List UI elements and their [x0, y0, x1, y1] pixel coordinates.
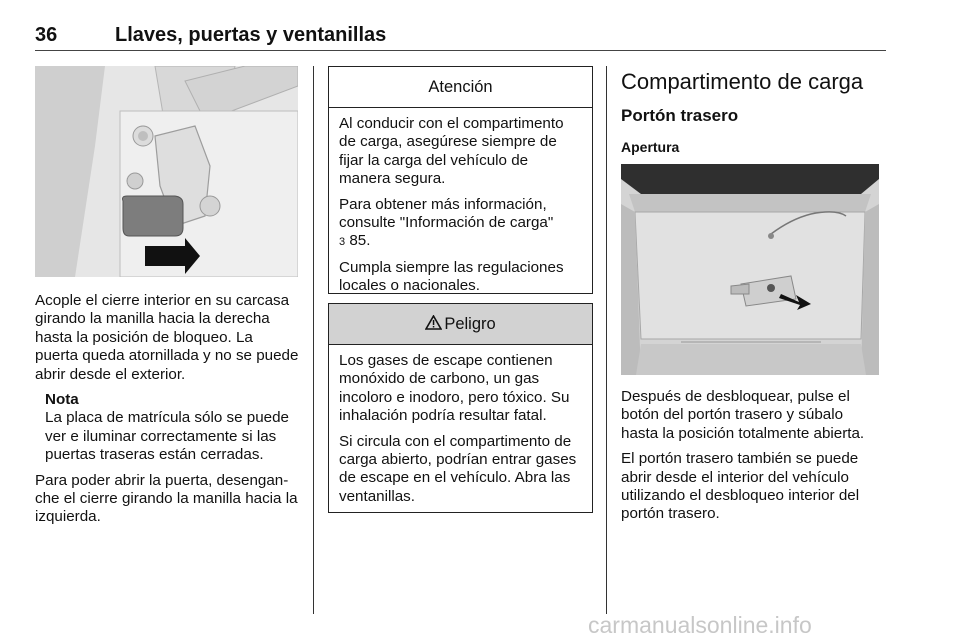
- danger-box: [328, 303, 593, 513]
- attention-box: [328, 66, 593, 294]
- page-header: [35, 24, 885, 50]
- note: [45, 391, 300, 465]
- door-latch-illustration: [35, 66, 298, 277]
- column-3: [621, 66, 883, 155]
- note-label: Nota: [45, 391, 79, 409]
- attention-title: Atención: [329, 67, 592, 108]
- note-text: La placa de matrícula sólo se puede ver e iluminar correctamente si las puertas traseras están cerradas.: [45, 409, 290, 464]
- attention-paragraph-3: Cumpla siempre las regulaciones locales o nacionales.: [339, 258, 564, 295]
- tailgate-illustration: [621, 164, 879, 375]
- subsubsection-title: Apertura: [621, 139, 680, 155]
- danger-paragraph-1: Los gases de escape contienen monóxido de carbono, un gas incoloro e inodoro, pero tóxico. Su inhalación podría resultar fatal.: [339, 352, 570, 425]
- body-paragraph-4: El portón trasero también se puede abrir desde el interior del vehículo utilizando el desbloqueo interior del portón trasero.: [621, 450, 860, 523]
- column-divider-left: [313, 66, 314, 614]
- body-paragraph: Acople el cierre interior en su carcasa girando la manilla hacia la derecha hasta la posición de bloqueo. La puerta queda atornillada y no se puede abrir desde el exterior.: [35, 292, 299, 383]
- column-1-text: [35, 292, 300, 527]
- column-3-text: [621, 388, 883, 524]
- danger-header: [329, 304, 592, 345]
- warning-triangle-icon: [425, 305, 442, 345]
- page-number: 36: [35, 24, 58, 46]
- attention-paragraph-2: Para obtener más información, consulte "Información de carga" 3 85.: [339, 195, 554, 250]
- body-paragraph-2: Para poder abrir la puerta, desengan-che el cierre girando la manilla hacia la izquierda.: [35, 471, 298, 526]
- body-paragraph-3: Después de desbloquear, pulse el botón del portón trasero y súbalo hasta la posición totalmente abierta.: [621, 388, 865, 442]
- header-rule: [35, 50, 886, 51]
- page-reference[interactable]: 85.: [349, 232, 371, 250]
- danger-paragraph-2: Si circula con el compartimento de carga abierto, podrían entrar gases de escape en el vehículo. Abra las ventanillas.: [339, 432, 577, 505]
- section-title: Compartimento de carga: [621, 69, 864, 94]
- subsection-title: Portón trasero: [621, 106, 739, 125]
- attention-paragraph-1: Al conducir con el compartimento de carga, asegúrese siempre de fijar la carga del vehículo de manera segura.: [339, 115, 564, 188]
- watermark: carmanualsonline.info: [588, 612, 812, 638]
- danger-title: Peligro: [444, 315, 496, 333]
- column-divider-right: [606, 66, 607, 614]
- chapter-title: Llaves, puertas y ventanillas: [115, 24, 387, 46]
- page-reference-arrow-icon: 3: [339, 236, 346, 249]
